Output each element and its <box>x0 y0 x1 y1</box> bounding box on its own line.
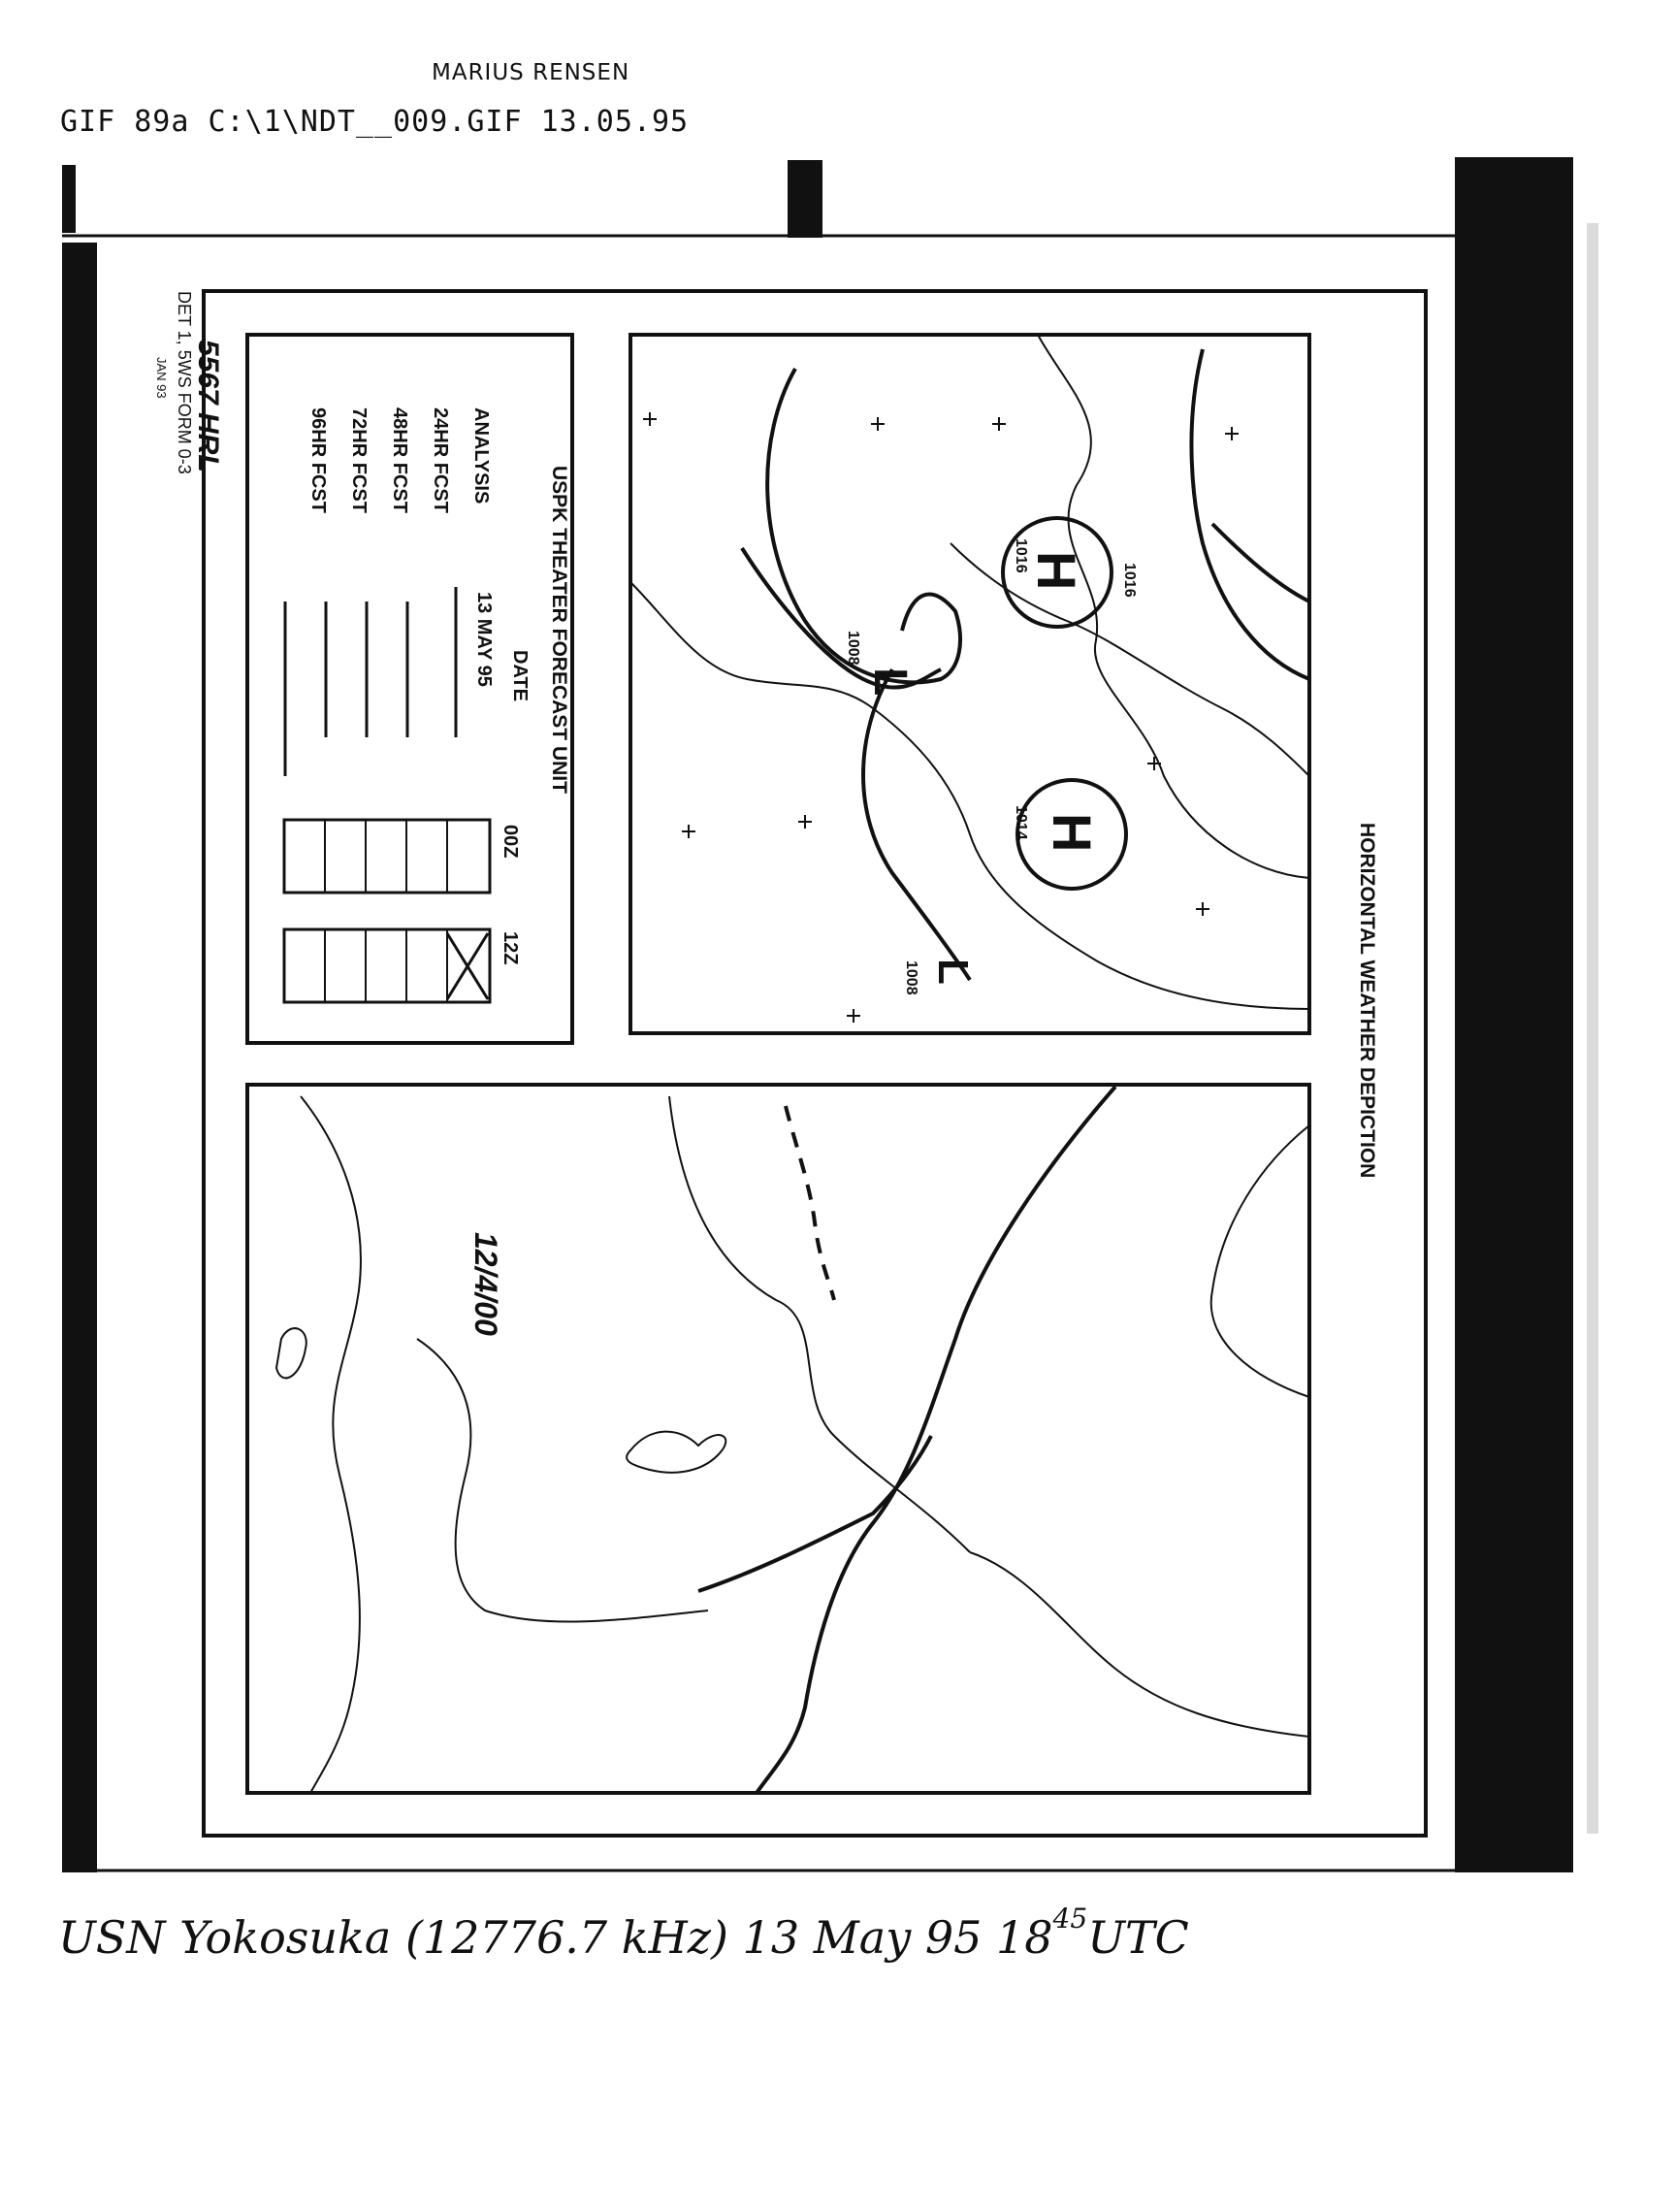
pressure-1016-a: 1016 <box>1013 538 1029 573</box>
row-analysis: ANALYSIS <box>470 407 492 504</box>
high-symbol-1: H <box>1026 551 1087 591</box>
form-date: JAN 93 <box>154 357 169 399</box>
chart-frame <box>204 291 1426 1836</box>
pressure-1016-b: 1016 <box>1121 563 1138 598</box>
row-24hr: 24HR FCST <box>430 407 451 513</box>
handwritten-caption <box>58 1902 1189 1964</box>
forecast-map <box>247 1085 1309 1793</box>
caption-frequency: (12776.7 kHz) <box>404 1911 728 1964</box>
form-id: DET 1, 5WS FORM 0-3 <box>175 291 194 474</box>
pressure-1014: 1014 <box>1013 805 1029 840</box>
row-72hr: 72HR FCST <box>348 407 370 513</box>
forecast-unit-panel <box>247 335 572 1043</box>
chart-title: HORIZONTAL WEATHER DEPICTION <box>1356 823 1378 1179</box>
date-value: 13 MAY 95 <box>473 592 495 687</box>
unit-title: USPK THEATER FORECAST UNIT <box>548 466 570 794</box>
date-label: DATE <box>509 650 531 701</box>
row-96hr: 96HR FCST <box>307 407 329 513</box>
caption-date: 13 May 95 <box>742 1911 983 1964</box>
caption-time-minutes: 45 <box>1052 1902 1088 1935</box>
high-symbol-2: H <box>1042 813 1103 853</box>
caption-station: USN Yokosuka <box>58 1911 392 1964</box>
forecast-map-label: 12/4/00 <box>468 1232 503 1336</box>
col-00z: 00Z <box>500 825 521 859</box>
caption-time-zone: UTC <box>1087 1911 1189 1964</box>
pressure-1008-b: 1008 <box>903 960 919 995</box>
row-48hr: 48HR FCST <box>389 407 410 513</box>
col-12z: 12Z <box>500 931 521 965</box>
author-name: MARIUS RENSEN <box>432 60 630 85</box>
analysis-map <box>630 335 1309 1033</box>
caption-time: 18 <box>996 1911 1053 1964</box>
low-symbol-2: L <box>929 959 977 985</box>
pressure-1008-a: 1008 <box>845 631 861 666</box>
handwritten-chart-id: 5567 HRL <box>192 340 224 472</box>
gif-file-header: GIF 89a C:\1\NDT__009.GIF 13.05.95 <box>60 105 690 139</box>
low-symbol-1: L <box>864 667 916 697</box>
